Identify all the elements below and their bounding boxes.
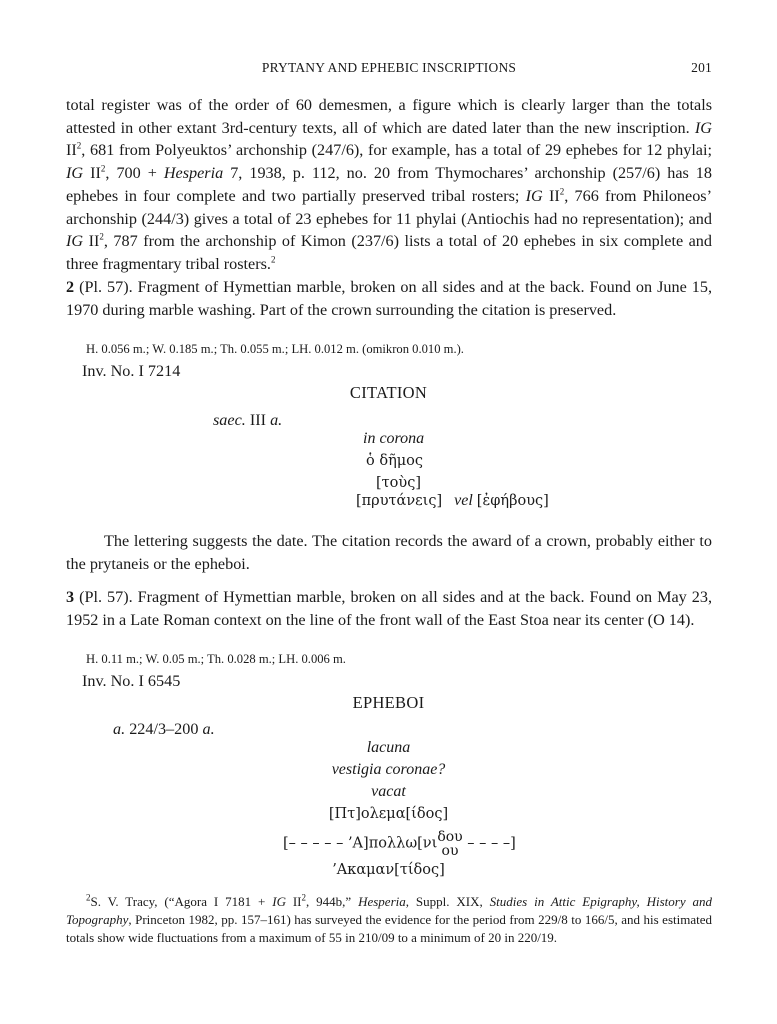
date-a: a. bbox=[202, 720, 215, 738]
intro-text-4: 7, 1938, p. 112, no. 20 from Thymochares’ archonship (257/6) has 18 ephebes in four complete and two partially preserved tribal rosters; bbox=[66, 164, 712, 205]
fn-sup: 2 bbox=[301, 892, 307, 903]
ending-ou: ου bbox=[441, 843, 459, 859]
ig-abbrev: IG bbox=[66, 232, 84, 251]
intro-text-1: total register was of the order of 60 demesmen, a figure which is clearly larger than the totals attested in other extant 3rd-century texts, all of which are dated later than the new inscription. bbox=[66, 96, 712, 137]
fn-text-5: , Princeton 1982, pp. 157–161) has surveyed the evidence for the period from 229/8 to 166/5, and his estimated totals show wide fluctuations from a maximum of 55 in 210/09 to a minimum of 20 in 220/19. bbox=[66, 912, 712, 945]
ig-vol: II bbox=[66, 141, 77, 160]
inscription-3-line-2: vestigia coronae? bbox=[331, 761, 446, 778]
line-5-end: – – – –] bbox=[462, 835, 516, 852]
entry-3-description bbox=[66, 586, 712, 631]
entry-2-date bbox=[213, 411, 282, 430]
date-saec: saec. bbox=[213, 411, 246, 429]
entry-2-commentary: The lettering suggests the date. The citation records the award of a crown, probably either to the prytaneis or the epheboi. bbox=[66, 532, 712, 573]
date-range: 224/3–200 bbox=[125, 720, 203, 738]
fn-hesperia: Hesperia bbox=[358, 894, 406, 909]
entry-2-heading: CITATION bbox=[349, 383, 428, 402]
vel-word: vel bbox=[454, 492, 473, 509]
inscription-3-line-4: [Πτ]ολεμα[ίδος] bbox=[328, 806, 449, 822]
entry-3-heading: EPHEBOI bbox=[352, 693, 425, 712]
ig-sup: 2 bbox=[100, 163, 106, 174]
ig-vol: II bbox=[88, 232, 100, 251]
ig-sup: 2 bbox=[99, 231, 104, 242]
ig-abbrev: IG bbox=[694, 118, 712, 137]
intro-paragraph bbox=[66, 94, 712, 276]
entry-2-inventory: Inv. No. I 7214 bbox=[82, 362, 181, 380]
entry-3-number: 3 bbox=[66, 588, 75, 606]
ig-abbrev: IG bbox=[66, 164, 84, 183]
inscription-3-line-1: lacuna bbox=[366, 739, 411, 756]
ending-dou: δου bbox=[437, 829, 463, 845]
hesperia-ref: Hesperia bbox=[163, 164, 224, 183]
ig-sup: 2 bbox=[76, 141, 82, 152]
entry-2-text: (Pl. 57). Fragment of Hymettian marble, broken on all sides and at the back. Found on June 15, 1970 during marble washing. Part of the crown surrounding the citation is preserved. bbox=[66, 278, 712, 319]
footnote-mark: 2 bbox=[86, 892, 91, 903]
fn-text-3: , 944b,” bbox=[306, 894, 359, 909]
running-title: PRYTANY AND EPHEBIC INSCRIPTIONS bbox=[261, 60, 517, 75]
fn-text-4: , Suppl. XIX, bbox=[405, 894, 490, 909]
date-a: a. bbox=[270, 411, 283, 429]
inscription-3-line-6: ’Ακαμαν[τίδος] bbox=[332, 862, 445, 878]
entry-3-text: (Pl. 57). Fragment of Hymettian marble, broken on all sides and at the back. Found on May 23, 1952 in a Late Roman context on the line of the front wall of the East Stoa near its center (O 14). bbox=[66, 588, 712, 629]
intro-text-5: , 766 from Philoneos’ archonship (244/3) gives a total of 23 ephebes for 11 phylai (Antiochis had no representation); and bbox=[66, 186, 712, 228]
reading-ephebous: [ἐφήβους] bbox=[476, 493, 549, 509]
inscription-2-line-2: ὁ δῆμος bbox=[366, 453, 424, 469]
inscription-3-line-5 bbox=[283, 830, 516, 858]
ig-vol: II bbox=[90, 164, 101, 183]
entry-2-number: 2 bbox=[66, 278, 75, 296]
footnote-2 bbox=[66, 893, 712, 947]
intro-text-6: , 787 from the archonship of Kimon (237/6) lists a total of 20 ephebes in six complete and three fragmentary tribal rosters. bbox=[66, 232, 712, 273]
inscription-2-line-3: [τοὺς] bbox=[376, 475, 422, 491]
date-century: III bbox=[245, 411, 271, 429]
page-number: 201 bbox=[691, 60, 712, 75]
fn-text-1: S. V. Tracy, (“Agora I 7181 + bbox=[90, 894, 273, 909]
intro-text-2: , 681 from Polyeuktos’ archonship (247/6), for example, has a total of 29 ephebes for 12 phylai; bbox=[81, 141, 712, 160]
intro-text-3: , 700 + bbox=[105, 164, 164, 183]
inscription-3-line-3: vacat bbox=[371, 783, 406, 800]
fn-ig: IG bbox=[272, 894, 286, 909]
footnote-ref[interactable]: 2 bbox=[270, 254, 276, 265]
fn-text-2: II bbox=[285, 894, 302, 909]
entry-2-measurements: H. 0.056 m.; W. 0.185 m.; Th. 0.055 m.; LH. 0.012 m. (omikron 0.010 m.). bbox=[86, 342, 464, 356]
entry-2-description bbox=[66, 276, 712, 321]
line-5-text: [– – – – – ’Α]πολλω[νι bbox=[283, 835, 438, 852]
ig-sup: 2 bbox=[559, 186, 565, 197]
entry-3-date bbox=[113, 720, 215, 739]
inscription-2-line-4 bbox=[356, 492, 549, 510]
reading-prytaneis: [πρυτάνεις] bbox=[356, 493, 443, 509]
entry-3-inventory: Inv. No. I 6545 bbox=[82, 672, 181, 690]
fn-studies: Studies in Attic Epigraphy, History and Topography bbox=[66, 894, 712, 927]
ig-abbrev: IG bbox=[525, 186, 543, 205]
alternative-endings bbox=[437, 830, 462, 858]
ig-vol: II bbox=[548, 186, 560, 205]
date-a: a. bbox=[113, 720, 126, 738]
entry-3-measurements: H. 0.11 m.; W. 0.05 m.; Th. 0.028 m.; LH. 0.006 m. bbox=[86, 652, 346, 666]
inscription-2-line-1: in corona bbox=[363, 430, 425, 447]
